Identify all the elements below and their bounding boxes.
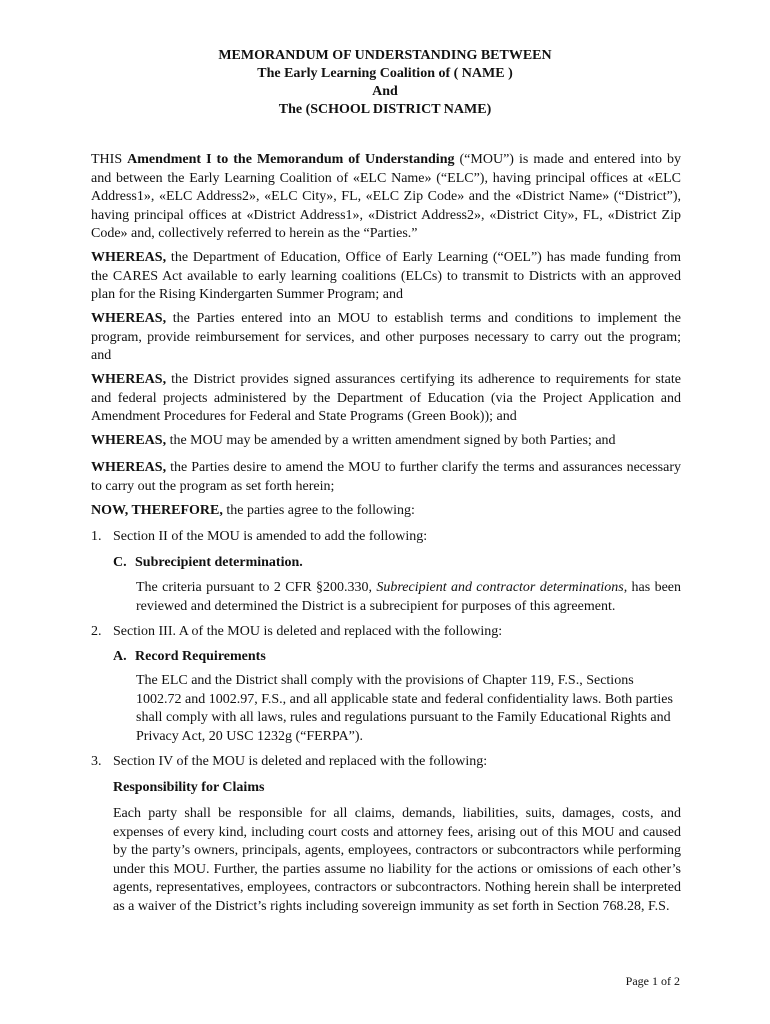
whereas-text: the MOU may be amended by a written amendment signed by both Parties; and <box>166 433 616 448</box>
whereas-label: WHEREAS, <box>91 433 167 448</box>
item-text: Section IV of the MOU is deleted and replaced with the following: <box>113 754 488 769</box>
subsection-letter: C. <box>113 555 127 570</box>
whereas-label: WHEREAS, <box>91 311 167 326</box>
title-line-3: And <box>372 84 398 99</box>
whereas-paragraph-1 <box>91 249 681 305</box>
whereas-text: the Parties desire to amend the MOU to further clarify the terms and assurances necessary to carry out the program as set forth herein; <box>91 460 681 494</box>
whereas-label: WHEREAS, <box>91 250 167 265</box>
whereas-paragraph-4 <box>91 432 681 451</box>
title-line-1: MEMORANDUM OF UNDERSTANDING BETWEEN <box>218 48 552 63</box>
subsection-c-text-end: , has been reviewed and determined the District is a subrecipient for purposes of this agreement. <box>136 580 681 614</box>
item-number: 3. <box>91 754 102 769</box>
whereas-paragraph-2 <box>91 310 681 366</box>
subsection-c-body <box>136 579 681 616</box>
subsection-c-heading <box>113 554 303 573</box>
page-number: Page 1 of 2 <box>625 974 680 988</box>
therefore-paragraph <box>91 502 681 521</box>
item-text: Section II of the MOU is amended to add the following: <box>113 529 428 544</box>
list-item-2 <box>91 623 681 642</box>
whereas-text: the District provides signed assurances certifying its adherence to requirements for state and federal projects administered by the Department of Education (via the Project Application and Amendment Procedures for Federal and State Programs (Green Book)); and <box>91 372 681 424</box>
therefore-text: the parties agree to the following: <box>222 503 415 518</box>
whereas-paragraph-3 <box>91 371 681 427</box>
item-text: Section III. A of the MOU is deleted and replaced with the following: <box>113 624 503 639</box>
whereas-label: WHEREAS, <box>91 372 167 387</box>
item-number: 2. <box>91 624 102 639</box>
claims-heading: Responsibility for Claims <box>113 780 265 795</box>
claims-body: Each party shall be responsible for all claims, demands, liabilities, suits, damages, costs, and expenses of every kind, including court costs and attorney fees, arising out of this MOU and caused by the party’s owners, principals, agents, employees, contractors or subcontractors while performing under this MOU. Further, the parties assume no liability for the actions or omissions of each other’s agents, representatives, employees, contractors or subcontractors. Nothing herein shall be interpreted as a waiver of the District’s rights including sovereign immunity as set forth in Section 768.28, F.S. <box>113 806 681 914</box>
subsection-a-heading <box>113 648 266 667</box>
subsection-letter: A. <box>113 649 127 664</box>
subsection-c-italic: Subrecipient and contractor determinations <box>376 580 624 595</box>
intro-paragraph <box>91 151 681 244</box>
intro-bold: Amendment I to the Memorandum of Understanding <box>127 152 455 167</box>
list-item-1 <box>91 528 681 547</box>
whereas-label: WHEREAS, <box>91 460 167 475</box>
subsection-title: Subrecipient determination. <box>135 555 303 570</box>
intro-prefix: THIS <box>91 152 128 167</box>
subsection-c-text: The criteria pursuant to 2 CFR §200.330, <box>136 580 377 595</box>
list-item-3 <box>91 753 681 772</box>
intro-rest: (“MOU”) is made and entered into by and between the Early Learning Coalition of «ELC Name» (“ELC”), having principal offices at «ELC Address1», «ELC Address2», «ELC City», FL, «ELC Zip Code» and the «District Name» (“District”), having principal offices at «District Address1», «District Address2», «District City», FL, «District Zip Code» and, collectively referred to herein as the “Parties.” <box>91 152 681 241</box>
title-line-2: The Early Learning Coalition of ( NAME ) <box>257 66 513 81</box>
subsection-title: Record Requirements <box>135 649 266 664</box>
item-number: 1. <box>91 529 102 544</box>
subsection-a-body: The ELC and the District shall comply with the provisions of Chapter 119, F.S., Sections 1002.72 and 1002.97, F.S., and all applicable state and federal confidentiality laws. Both parties shall comply with all laws, rules and regulations pursuant to the Family Educational Rights and Privacy Act, 20 USC 1232g (“FERPA”). <box>136 673 673 744</box>
whereas-paragraph-5 <box>91 459 681 496</box>
whereas-text: the Department of Education, Office of Early Learning (“OEL”) has made funding from the CARES Act available to early learning coalitions (ELCs) to transmit to Districts with an approved plan for the Rising Kindergarten Summer Program; and <box>91 250 681 302</box>
title-line-4: The (SCHOOL DISTRICT NAME) <box>278 102 492 117</box>
whereas-text: the Parties entered into an MOU to establish terms and conditions to implement the program, provide reimbursement for services, and other purposes necessary to carry out the program; and <box>91 311 681 363</box>
therefore-label: NOW, THEREFORE, <box>91 503 223 518</box>
